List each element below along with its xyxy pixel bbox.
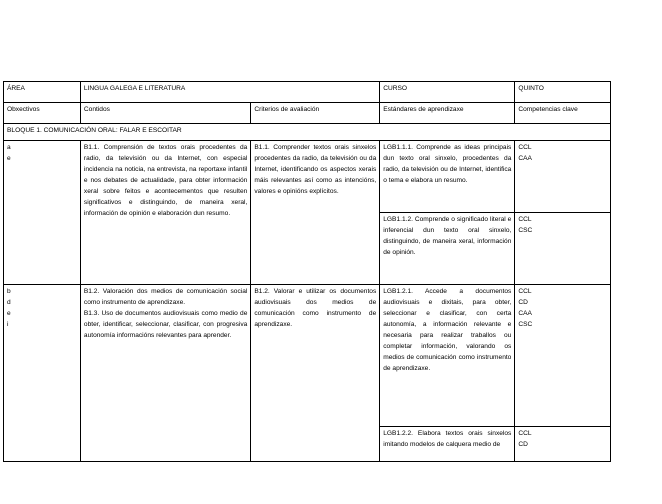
objective-code: e — [7, 310, 11, 317]
course-label: CURSO — [380, 82, 515, 103]
area-value: LINGUA GALEGA E LITERATURA — [80, 82, 379, 103]
standard-cell: LGB1.2.1. Accede a documentos audiovisuais e dixitais, para obter, seleccionar e clasificar, con certa autonomía, a información relevante e necesaria para realizar traballos ou completar información, valorando os medios de comunicación como instrumento de aprendizaxe. — [380, 285, 515, 427]
contents-paragraph: B1.3. Uso de documentos audiovisuais como medio de obter, identificar, seleccionar, clasificar, con progresiva autonomía informacións relevantes para aprender. — [83, 310, 248, 339]
competence-code: CCL — [518, 288, 532, 295]
objective-code: a — [7, 144, 11, 151]
competence-code: CCL — [518, 216, 532, 223]
block-title-row — [4, 124, 611, 141]
criteria-cell: B1.2. Valorar e utilizar os documentos audiovisuais dos medios de comunicación como instrumento de aprendizaxe. — [251, 285, 380, 462]
col-contents: Contidos — [80, 103, 250, 124]
objective-code: i — [7, 321, 9, 328]
objective-code: b — [7, 288, 11, 295]
standard-cell: LGB1.1.2. Comprende o significado literal e inferencial dun texto oral sinxelo, distinguindo, de maneira xeral, información de opinión. — [380, 213, 515, 285]
standard-cell: LGB1.2.2. Elabora textos orais sinxelos imitando modelos de calquera medio de — [380, 427, 515, 462]
objective-code: e — [7, 155, 11, 162]
competence-code: CSC — [518, 321, 533, 328]
competence-code: CCL — [518, 144, 532, 151]
table-row — [4, 141, 611, 213]
objectives-cell — [4, 285, 81, 462]
table-row — [4, 285, 611, 427]
competence-code: CD — [518, 299, 528, 306]
course-value: QUINTO — [515, 82, 611, 103]
contents-cell: B1.1. Comprensión de textos orais procedentes da radio, da televisión ou da Internet, con especial incidencia na noticia, na entrevista, na reportaxe infantil e nos debates de actualidade, para obter información xeral sobre feitos e acontecementos que resulten significativos e distinguindo, de maneira xeral, información de opinión e elaboración dun resumo. — [80, 141, 250, 285]
competence-code: CD — [518, 441, 528, 448]
area-label: ÁREA — [4, 82, 81, 103]
competences-cell — [515, 427, 611, 462]
column-header-row — [4, 103, 611, 124]
competences-cell — [515, 141, 611, 213]
competences-cell — [515, 285, 611, 427]
objective-code: d — [7, 299, 11, 306]
standard-cell: LGB1.1.1. Comprende as ideas principais dun texto oral sinxelo, procedentes da radio, da televisión ou de Internet, identifica o tema e elabora un resumo. — [380, 141, 515, 213]
competence-code: CCL — [518, 430, 532, 437]
criteria-cell: B1.1. Comprender textos orais sinxelos procedentes da radio, da televisión ou da Internet, identificando os aspectos xerais máis relevantes así como as intencións, valores e opinións explícitos. — [251, 141, 380, 285]
contents-cell — [80, 285, 250, 462]
col-objectives: Obxectivos — [4, 103, 81, 124]
curriculum-table — [3, 81, 611, 462]
competence-code: CSC — [518, 227, 533, 234]
header-row — [4, 82, 611, 103]
competence-code: CAA — [518, 310, 532, 317]
col-standards: Estándares de aprendizaxe — [380, 103, 515, 124]
objectives-cell — [4, 141, 81, 285]
col-criteria: Criterios de avaliación — [251, 103, 380, 124]
competences-cell — [515, 213, 611, 285]
col-competences: Competencias clave — [515, 103, 611, 124]
block-title: BLOQUE 1. COMUNICACIÓN ORAL: FALAR E ESCOITAR — [4, 124, 611, 141]
competence-code: CAA — [518, 155, 532, 162]
contents-paragraph: B1.2. Valoración dos medios de comunicación social como instrumento de aprendizaxe. — [83, 288, 248, 306]
